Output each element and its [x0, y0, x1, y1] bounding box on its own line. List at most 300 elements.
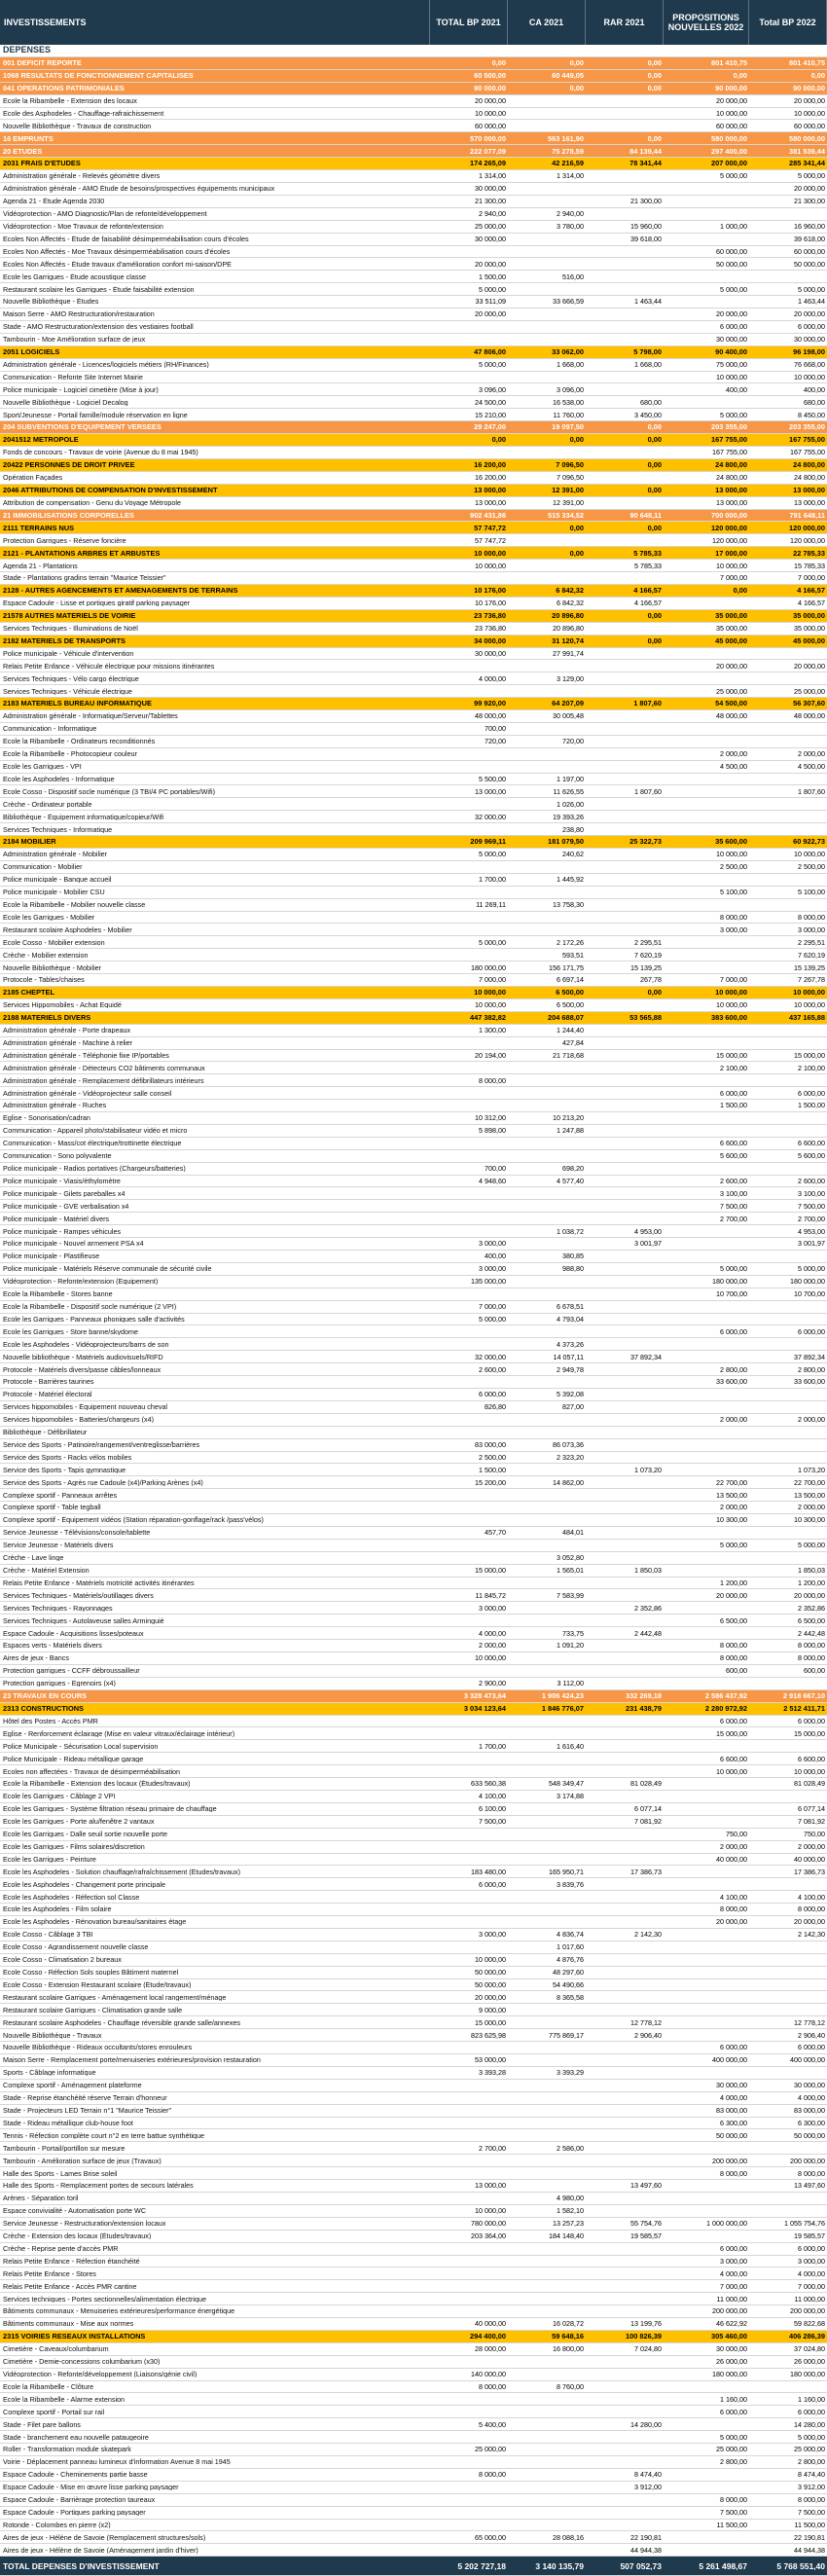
total-bp-2022-cell: 13 000,00 [793, 486, 825, 494]
row-label: Bâtiments communaux - Mise aux normes [3, 2320, 134, 2328]
row-label: 21 IMMOBILISATIONS CORPORELLES [3, 511, 134, 520]
rar-2021-cell: 1 668,00 [634, 361, 662, 369]
propositions-2022-cell: 20 000,00 [716, 96, 747, 105]
chapter-row [0, 132, 827, 145]
propositions-2022-cell: 2 800,00 [720, 1365, 747, 1373]
table-row [0, 736, 827, 748]
ca-2021-cell: 204 688,07 [548, 1014, 584, 1022]
total-bp-2022-cell: 14 280,00 [794, 2420, 825, 2428]
propositions-2022-cell: 5 600,00 [720, 1152, 747, 1160]
row-label: Administration générale - Machine à relier [3, 1038, 133, 1047]
total-bp-2021-cell: 10 000,00 [475, 2207, 506, 2215]
row-label: Stade - Filet pare ballons [3, 2420, 81, 2428]
total-bp-2021-cell: 1 500,00 [479, 272, 506, 280]
table-row [0, 1979, 827, 1992]
ca-2021-cell: 827,00 [562, 1403, 584, 1411]
row-label: Fonds de concours - Travaux de voirie (Avenue du 8 mai 1945) [3, 449, 198, 456]
propositions-2022-cell: 750,00 [726, 1831, 747, 1838]
rar-2021-cell: 7 620,19 [634, 951, 662, 959]
rar-2021-cell: 55 754,76 [630, 2220, 662, 2228]
table-row [0, 296, 827, 308]
propositions-2022-cell: 2 280 972,92 [704, 1704, 747, 1713]
category-row [0, 346, 827, 359]
ca-2021-cell: 75 278,59 [552, 147, 584, 155]
total-bp-2021-cell: 823 625,98 [471, 2031, 506, 2039]
total-bp-2021-cell: 5 000,00 [479, 361, 506, 369]
table-row [0, 208, 827, 221]
table-row [0, 1163, 827, 1176]
category-row [0, 2331, 827, 2343]
total-bp-2022-cell: 1 073,20 [798, 1466, 825, 1473]
table-row [0, 234, 827, 246]
row-label: Espace Cadoule - Barrièrage protection taureaux [3, 2496, 156, 2504]
row-label: Ecole les Garrigues - Dalle seuil sortie nouvelle porte [3, 1831, 167, 1838]
table-row [0, 372, 827, 384]
table-row [0, 849, 827, 861]
chapter-row [0, 421, 827, 434]
total-bp-2021-cell: 5 500,00 [479, 775, 506, 783]
total-bp-2021-cell: 2 700,00 [479, 2144, 506, 2152]
propositions-2022-cell: 50 000,00 [716, 2131, 747, 2139]
table-row [0, 2456, 827, 2469]
propositions-2022-cell: 801 410,75 [711, 59, 747, 67]
ca-2021-cell: 3 393,29 [557, 2069, 584, 2077]
total-bp-2021-cell: 57 747,72 [474, 524, 506, 532]
row-label: Relais Petite Enfance - Matériels motricité activités itinérantes [3, 1578, 195, 1587]
table-row [0, 1476, 827, 1489]
rar-2021-cell: 0,00 [647, 72, 662, 80]
row-label: Services hippomobiles - Batteries/chargeurs (x4) [3, 1416, 154, 1424]
table-row [0, 1187, 827, 1200]
table-row [0, 1489, 827, 1502]
propositions-2022-cell: 700 000,00 [711, 511, 747, 520]
propositions-2022-cell: 8 000,00 [720, 1654, 747, 1662]
row-label: 2188 MATERIELS DIVERS [3, 1014, 91, 1022]
total-bp-2022-cell: 25 000,00 [794, 2446, 825, 2453]
ca-2021-cell: 13 257,23 [553, 2220, 584, 2228]
table-row [0, 283, 827, 296]
propositions-2022-cell: 1 000 000,00 [706, 2220, 747, 2228]
row-label: Police municipale - Logiciel cimetière (Mise à jour) [3, 385, 159, 394]
total-bp-2022-cell: 200 000,00 [790, 2307, 825, 2315]
propositions-2022-cell: 6 000,00 [720, 2244, 747, 2253]
total-bp-2021-cell: 33 511,09 [475, 298, 506, 306]
table-row [0, 685, 827, 698]
row-label: 2128 - AUTRES AGENCEMENTS ET AMENAGEMENTS DE TERRAINS [3, 587, 238, 595]
total-bp-2022-cell: 37 024,80 [794, 2345, 825, 2353]
row-label: Police municipale - Véhicule d'intervention [3, 649, 134, 658]
rar-2021-cell: 3 450,00 [634, 411, 662, 418]
total-bp-2022-cell: 1 463,44 [798, 298, 825, 306]
row-label: Aires de jeux - Hélène de Savoie (Remplacement structures/sols) [3, 2533, 206, 2541]
propositions-2022-cell: 20 000,00 [716, 662, 747, 670]
total-bp-2022-cell: 10 000,00 [794, 373, 825, 381]
row-label: Stade - Projecteurs LED Terrain n°1 "Maurice Teissier" [3, 2106, 172, 2115]
row-label: Crèche - Matériel Extension [3, 1567, 90, 1575]
propositions-2022-cell: 6 600,00 [720, 1140, 747, 1147]
total-bp-2022-cell: 10 000,00 [793, 989, 825, 997]
row-label: Ecole la Ribambelle - Photocopieur couleur [3, 750, 137, 758]
ca-2021-cell: 2 940,00 [557, 210, 584, 218]
total-bp-2021-cell: 13 000,00 [475, 498, 506, 507]
table-row [0, 1615, 827, 1627]
table-row [0, 798, 827, 811]
ca-2021-cell: 3 839,76 [557, 1880, 584, 1888]
total-bp-2021-cell: 30 000,00 [475, 185, 506, 193]
propositions-2022-cell: 6 000,00 [720, 2044, 747, 2051]
total-bp-2021-cell: 700,00 [485, 725, 506, 733]
ca-2021-cell: 27 991,74 [553, 649, 584, 658]
total-bp-2022-cell: 801 410,75 [789, 59, 825, 67]
propositions-2022-cell: 2 000,00 [720, 750, 747, 758]
row-label: Tambourin - Portail/portillon sur mesure [3, 2144, 126, 2152]
total-bp-2021-cell: 6 000,00 [479, 1391, 506, 1398]
total-bp-2022-cell: 83 000,00 [794, 2106, 825, 2115]
chapter-row [0, 145, 827, 158]
total-bp-2022-cell: 2 700,00 [798, 1215, 825, 1222]
table-row [0, 334, 827, 346]
row-label: Ecole les Garrigues - Système filtration réseau primaire de chauffage [3, 1805, 217, 1813]
total-bp-2021-cell: 2 600,00 [479, 1365, 506, 1373]
total-bp-2021-cell: 1 500,00 [479, 1466, 506, 1473]
propositions-2022-cell: 24 800,00 [716, 474, 747, 482]
row-label: Attribution de compensation - Genu du Voyage Métropole [3, 498, 181, 507]
row-label: 23 TRAVAUX EN COURS [3, 1691, 87, 1700]
row-label: Ecole les Garrigues - Étude acoustique classe [3, 272, 147, 280]
propositions-2022-cell: 60 000,00 [716, 122, 747, 129]
total-bp-2022-cell: 6 300,00 [798, 2119, 825, 2127]
row-label: Ecole les Asphodeles - Film solaire [3, 1905, 112, 1913]
rar-2021-cell: 21 300,00 [630, 198, 662, 205]
ca-2021-cell: 2 323,20 [557, 1453, 584, 1462]
propositions-2022-cell: 75 000,00 [716, 361, 747, 369]
section-heading [0, 45, 827, 57]
propositions-2022-cell: 90 000,00 [715, 84, 747, 92]
rar-2021-cell: 13 497,60 [630, 2182, 662, 2190]
total-bp-2022-cell: 22 785,33 [793, 549, 825, 557]
total-bp-2022-cell: 10 000,00 [794, 1001, 825, 1009]
rar-2021-cell: 1 850,03 [634, 1567, 662, 1575]
ca-2021-cell: 775 869,17 [549, 2031, 584, 2039]
table-row [0, 861, 827, 874]
propositions-2022-cell: 13 000,00 [716, 498, 747, 507]
propositions-2022-cell: 90 400,00 [715, 348, 747, 356]
row-label: Ecole la Ribambelle - Stores banne [3, 1290, 113, 1298]
total-bp-2021-cell: 400,00 [485, 1252, 506, 1260]
row-label: Sport/Jeunesse - Portail famille/module réservation en ligne [3, 411, 188, 418]
table-row [0, 2369, 827, 2381]
total-bp-2022-cell: 180 000,00 [790, 1278, 825, 1286]
row-label: Tambourin - Moe Amélioration surface de jeux [3, 336, 146, 344]
row-label: Police municipale - Nouvel armement PSA x4 [3, 1240, 144, 1248]
table-row [0, 1414, 827, 1427]
total-bp-2021-cell: 15 000,00 [475, 1567, 506, 1575]
row-label: Ecole les Asphodeles - Vidéoprojecteurs/barrs de son [3, 1340, 169, 1348]
table-row [0, 1552, 827, 1565]
row-label: Communication - Mass/cot électrique/trottinette électrique [3, 1140, 182, 1147]
total-bp-2022-cell: 3 000,00 [798, 2257, 825, 2266]
ca-2021-cell: 1 846 776,07 [541, 1704, 584, 1713]
row-label: Communication - Refonte Site Internet Mairie [3, 373, 143, 381]
row-label: Rotonde - Colombes en pierre (x2) [3, 2521, 111, 2529]
table-row [0, 1401, 827, 1414]
table-row [0, 874, 827, 887]
rar-2021-cell: 231 438,79 [626, 1704, 662, 1713]
total-bp-2021-cell: 5 400,00 [479, 2420, 506, 2428]
propositions-2022-cell: 2 700,00 [720, 1215, 747, 1222]
propositions-2022-cell: 180 000,00 [712, 2371, 747, 2378]
row-label: Sports - Câblage informatique [3, 2069, 96, 2077]
propositions-2022-cell: 1 200,00 [720, 1578, 747, 1587]
ca-2021-cell: 6 500,00 [557, 1001, 584, 1009]
total-bp-2022-cell: 20 000,00 [794, 1591, 825, 1600]
ca-2021-cell: 1 091,20 [557, 1642, 584, 1650]
total-bp-2021-cell: 10 000,00 [475, 109, 506, 118]
row-label: Ecole Cosso - Dispositif socle numérique (3 TBI/4 PC portables/Wifi) [3, 787, 215, 796]
rar-2021-cell: 0,00 [647, 134, 662, 142]
table-row [0, 912, 827, 925]
total-bp-2022-cell: 4 953,00 [798, 1227, 825, 1235]
column-header-label: INVESTISSEMENTS [0, 0, 430, 45]
total-bp-2022-cell: 4 500,00 [798, 763, 825, 771]
row-label: Crèche - Extension des locaux (Études/travaux) [3, 2232, 152, 2240]
total-bp-2021-cell: 174 265,09 [470, 160, 506, 167]
propositions-2022-cell: 33 600,00 [716, 1378, 747, 1386]
total-bp-2022-cell: 22 190,81 [794, 2533, 825, 2541]
rar-2021-cell: 22 190,81 [630, 2533, 662, 2541]
table-row [0, 1991, 827, 2004]
total-bp-2022-cell: 26 000,00 [794, 2358, 825, 2366]
table-row [0, 1276, 827, 1288]
row-label: Ecoles Non Affectés - Étude travaux d'amélioration confort mi-saison/DPE [3, 260, 232, 268]
total-bp-2022-cell: 8 000,00 [798, 2169, 825, 2177]
ca-2021-cell: 1 582,10 [557, 2207, 584, 2215]
total-bp-2021-cell: 48 000,00 [475, 712, 506, 720]
row-label: Administration générale - Informatique/Serveur/Tablettes [3, 712, 178, 720]
category-row [0, 635, 827, 648]
table-row [0, 258, 827, 271]
row-label: Service Jeunesse - Matériels divers [3, 1542, 114, 1549]
total-bp-2021-cell: 700,00 [485, 1165, 506, 1173]
table-row [0, 221, 827, 234]
ca-2021-cell: 4 793,04 [557, 1315, 584, 1324]
total-bp-2022-cell: 2 000,00 [798, 1504, 825, 1511]
propositions-2022-cell: 167 755,00 [712, 449, 747, 456]
ca-2021-cell: 3 174,88 [557, 1793, 584, 1800]
table-row [0, 1941, 827, 1954]
total-bp-2022-cell: 2 500,00 [798, 863, 825, 871]
table-row [0, 2205, 827, 2218]
ca-2021-cell: 4 876,76 [557, 1956, 584, 1964]
total-bp-2021-cell: 294 400,00 [470, 2333, 506, 2340]
row-label: Bibliothèque - Défibrillateur [3, 1429, 88, 1436]
table-row [0, 120, 827, 132]
total-bp-2022-cell: 1 500,00 [798, 1102, 825, 1109]
total-bp-2022-cell: 2 600,00 [798, 1177, 825, 1185]
propositions-2022-cell: 10 000,00 [716, 851, 747, 858]
row-label: Stade - AMO Restructuration/extension des vestiaires football [3, 323, 194, 331]
total-bp-2021-cell: 180 000,00 [471, 963, 506, 971]
total-bp-2022-cell: 8 000,00 [798, 1905, 825, 1913]
propositions-2022-cell: 180 000,00 [712, 1278, 747, 1286]
rar-2021-cell: 1 463,44 [634, 298, 662, 306]
table-row [0, 710, 827, 723]
total-bp-2022-cell: 16 960,00 [794, 223, 825, 231]
rar-2021-cell: 267,78 [640, 976, 662, 984]
table-row [0, 1716, 827, 1728]
ca-2021-cell: 8 365,58 [557, 1993, 584, 2002]
table-row [0, 2318, 827, 2331]
row-label: Communication - Informatique [3, 725, 97, 733]
row-label: Ecole la Ribambelle - Clôture [3, 2382, 94, 2391]
total-bp-2021-cell: 720,00 [485, 738, 506, 745]
ca-2021-cell: 86 073,36 [553, 1440, 584, 1449]
row-label: Ecole les Garrigues - Câblage 2 VPI [3, 1793, 116, 1800]
row-label: Ecole les Asphodeles - Rénovation bureau/sanitaires étage [3, 1918, 187, 1926]
propositions-2022-cell: 7 000,00 [720, 574, 747, 582]
total-bp-2021-cell: 13 000,00 [475, 2182, 506, 2190]
table-row [0, 1301, 827, 1314]
total-bp-2021-cell: 20 000,00 [475, 310, 506, 318]
ca-2021-cell: 516,00 [562, 272, 584, 280]
rar-2021-cell: 3 001,97 [634, 1240, 662, 1248]
total-bp-2021-cell: 11 845,72 [475, 1591, 506, 1600]
row-label: Police municipale - Banque accueil [3, 876, 112, 884]
row-label: Relais Petite Enfance - Réfection étanchéité [3, 2257, 140, 2266]
ca-2021-cell: 48 297,60 [553, 1969, 584, 1977]
total-bp-2021-cell: 25 000,00 [475, 223, 506, 231]
total-bp-2021-cell: 23 736,80 [474, 612, 506, 620]
row-label: Ecole la Ribambelle - Mobilier nouvelle classe [3, 900, 146, 909]
table-row [0, 1627, 827, 1640]
rar-2021-cell: 0,00 [647, 423, 662, 431]
row-label: Nouvelle Bibliothèque - Logiciel Decalog [3, 398, 128, 406]
ca-2021-cell: 64 207,09 [552, 700, 584, 707]
table-row [0, 2016, 827, 2029]
total-bp-2022-cell: 600,00 [804, 1667, 825, 1675]
row-label: Restaurant scolaire Asphodeles - Mobilier [3, 925, 132, 933]
total-bp-2021-cell: 826,80 [485, 1403, 506, 1411]
row-label: Complexe sportif - Équipement vidéos (Station réparation-gonflage/rack /pass'vélos) [3, 1516, 264, 1524]
ca-2021-cell: 165 950,71 [549, 1868, 584, 1875]
total-bp-2022-cell: 1 160,00 [798, 2395, 825, 2404]
ca-2021-cell: 515 334,52 [548, 511, 584, 520]
ca-2021-cell: 6 842,32 [557, 599, 584, 607]
total-bp-2022-cell: 11 000,00 [794, 2295, 825, 2303]
propositions-2022-cell: 7 500,00 [720, 1202, 747, 1210]
total-bp-2021-cell: 3 393,28 [479, 2069, 506, 2077]
propositions-2022-cell: 6 600,00 [720, 1755, 747, 1762]
row-label: Tambourin - Amélioration surface de jeux (Travaux) [3, 2157, 162, 2164]
total-bp-2021-cell: 10 000,00 [475, 1956, 506, 1964]
ca-2021-cell: 720,00 [562, 738, 584, 745]
row-label: Espaces verts - Matériels divers [3, 1642, 102, 1650]
total-bp-2022-cell: 2 352,86 [798, 1604, 825, 1612]
total-bp-2022-cell: 33 600,00 [794, 1378, 825, 1386]
ca-2021-cell: 3 129,00 [557, 674, 584, 682]
total-bp-2022-cell: 96 198,00 [793, 348, 825, 356]
table-row [0, 2444, 827, 2456]
total-bp-2022-cell: 8 000,00 [798, 1642, 825, 1650]
row-label: Police municipale - Rampes véhicules [3, 1227, 122, 1235]
total-bp-2022-cell: 6 600,00 [798, 1140, 825, 1147]
ca-2021-cell: 3 780,00 [557, 223, 584, 231]
row-label: 2183 MATERIELS BUREAU INFORMATIQUE [3, 700, 152, 707]
table-row [0, 2544, 827, 2557]
total-bp-2021-cell: 633 560,38 [471, 1780, 506, 1788]
category-row [0, 836, 827, 849]
total-bp-2022-cell: 2 800,00 [798, 1365, 825, 1373]
row-label: Ecole Cosso - Extension Restaurant scolaire (Étude/travaux) [3, 1980, 192, 1989]
table-row [0, 887, 827, 899]
row-label: Eglise - Renforcement éclairage (Mise en valeur vitraux/éclairage intérieur) [3, 1729, 235, 1737]
ca-2021-cell: 1 244,40 [557, 1027, 584, 1034]
table-row [0, 2042, 827, 2054]
total-bp-2022-cell: 6 500,00 [798, 1616, 825, 1624]
propositions-2022-cell: 4 000,00 [720, 2094, 747, 2102]
propositions-2022-cell: 24 800,00 [715, 461, 747, 469]
row-label: Bibliothèque - Équipement informatique/copieur/Wifi [3, 813, 164, 820]
row-label: Services Hippomobiles - Achat Equidé [3, 1001, 122, 1009]
total-bp-2021-cell: 3 000,00 [479, 1240, 506, 1248]
row-label: Service Jeunesse - Restructuration/extension locaux [3, 2220, 166, 2228]
ca-2021-cell: 1 038,72 [557, 1227, 584, 1235]
ca-2021-cell: 19 393,26 [553, 813, 584, 820]
table-row [0, 108, 827, 121]
row-label: Crèche - Lave linge [3, 1554, 64, 1562]
total-bp-2021-cell: 780 000,00 [471, 2220, 506, 2228]
table-row [0, 1176, 827, 1188]
total-bp-2022-cell: 3 000,00 [798, 925, 825, 933]
ca-2021-cell: 1 668,00 [557, 361, 584, 369]
row-label: 20422 PERSONNES DE DROIT PRIVEE [3, 461, 135, 469]
total-bp-2022-cell: 791 648,11 [789, 511, 825, 520]
total-bp-2022-cell: 7 267,78 [798, 976, 825, 984]
propositions-2022-cell: 10 000,00 [716, 1767, 747, 1775]
total-bp-2021-cell: 15 200,00 [475, 1478, 506, 1486]
row-label: Vidéoprotection - Moe Travaux de refonte/extension [3, 223, 163, 231]
table-row [0, 1464, 827, 1476]
row-label: Nouvelle Bibliothèque - Travaux de construction [3, 122, 152, 129]
row-label: Ecole les Asphodeles - Changement porte principale [3, 1880, 166, 1888]
table-row [0, 1540, 827, 1552]
total-bp-2022-cell: 60 922,73 [793, 838, 825, 846]
ca-2021-cell: 1 314,00 [557, 172, 584, 180]
propositions-2022-cell: 15 000,00 [716, 1729, 747, 1737]
table-row [0, 1037, 827, 1050]
total-bp-2022-cell: 8 000,00 [798, 2496, 825, 2504]
ca-2021-cell: 2 586,00 [557, 2144, 584, 2152]
row-label: 1068 RESULTATS DE FONCTIONNEMENT CAPITALISES [3, 72, 194, 80]
row-label: Tennis - Réfection complète court n°2 en terre battue synthétique [3, 2131, 205, 2139]
row-label: Administration générale - Vidéoprojecteur salle conseil [3, 1089, 172, 1097]
ca-2021-cell: 4 373,26 [557, 1340, 584, 1348]
total-bp-2022-cell: 59 822,68 [794, 2320, 825, 2328]
total-bp-2022-cell: 5 768 551,40 [776, 2561, 825, 2570]
row-label: Ecole Cosso - Réfection Sols souples Bâtiment maternel [3, 1969, 179, 1977]
table-row [0, 1602, 827, 1615]
table-row [0, 1200, 827, 1213]
table-row [0, 2004, 827, 2016]
total-bp-2021-cell: 4 000,00 [479, 674, 506, 682]
rar-2021-cell: 90 648,11 [629, 511, 662, 520]
table-row [0, 447, 827, 459]
ca-2021-cell: 6 697,14 [557, 976, 584, 984]
total-bp-2021-cell: 3 000,00 [479, 1265, 506, 1273]
propositions-2022-cell: 120 000,00 [712, 536, 747, 544]
propositions-2022-cell: 20 000,00 [716, 1591, 747, 1600]
ca-2021-cell: 156 171,75 [549, 963, 584, 971]
